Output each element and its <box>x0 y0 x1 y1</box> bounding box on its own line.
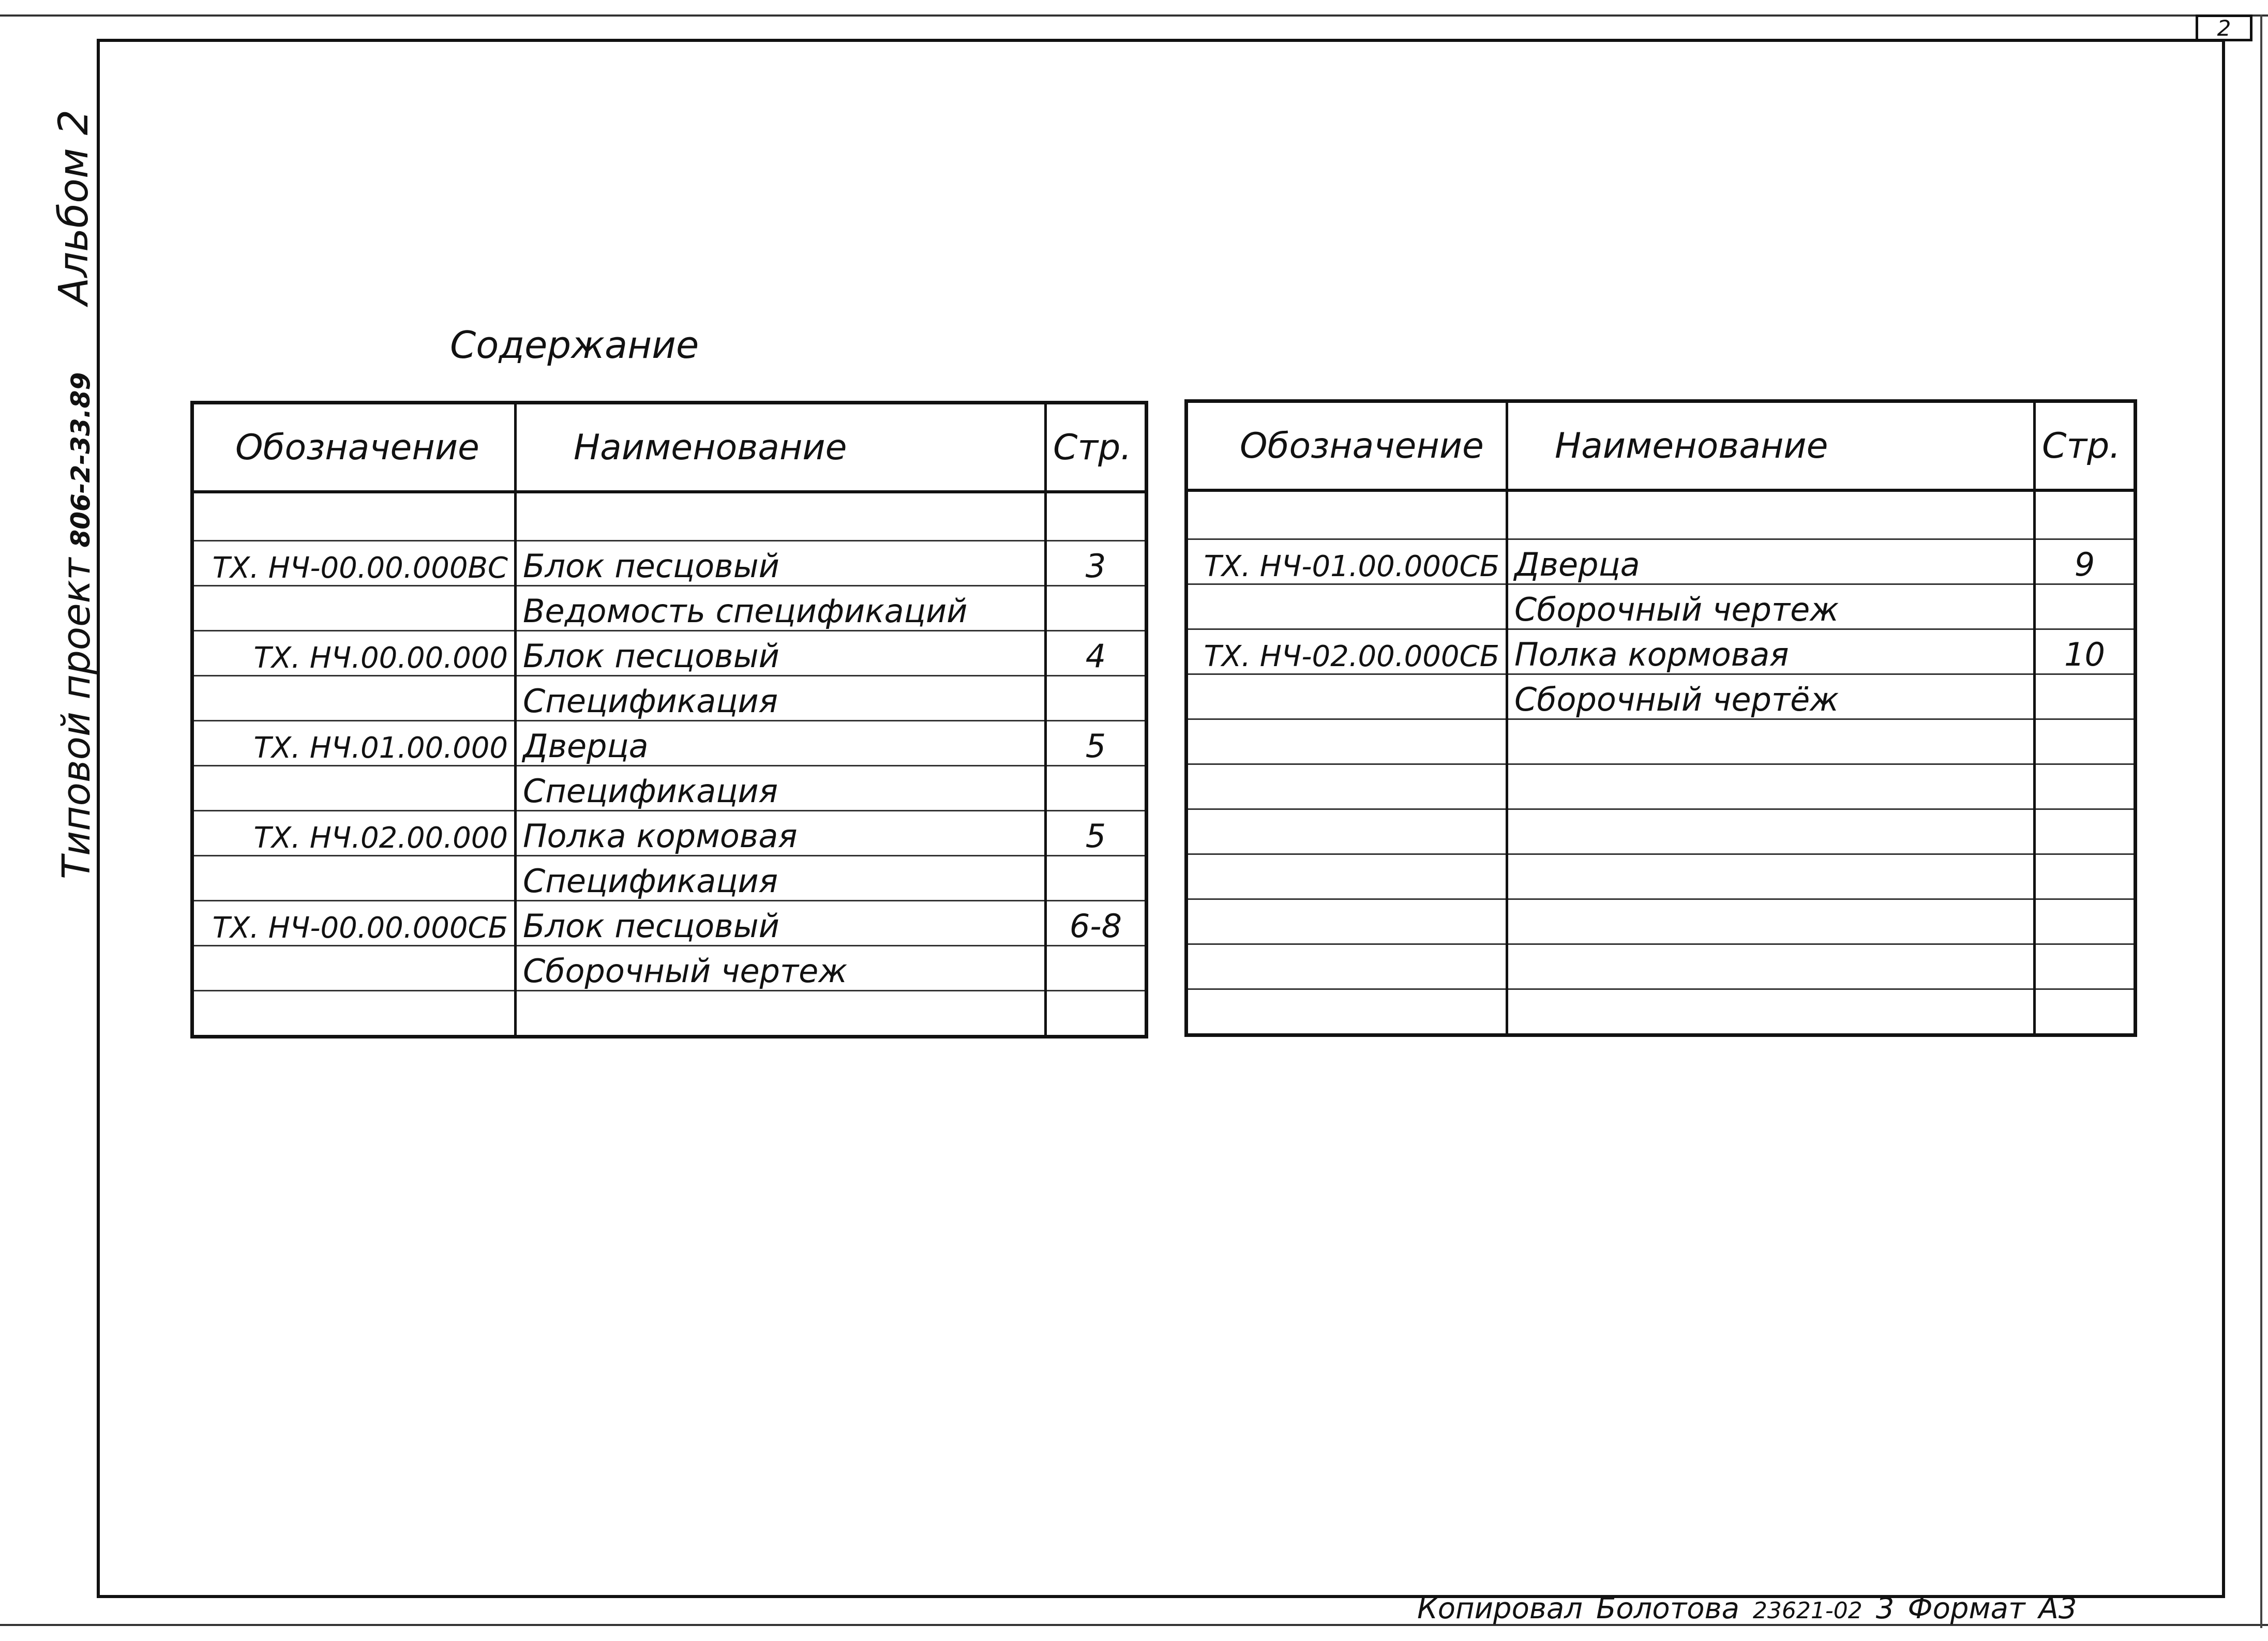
table-row <box>1186 764 2136 809</box>
table-row <box>1186 989 2136 1035</box>
name-cell <box>1507 764 2035 809</box>
page-cell: 10 <box>2035 629 2136 674</box>
footer-copied-by: Болотова <box>1596 1592 1739 1625</box>
project-number: 806-2-33.89 <box>66 372 96 548</box>
name-cell: Блок песцовый <box>516 901 1046 946</box>
table-row <box>1186 854 2136 899</box>
page-cell <box>2035 989 2136 1035</box>
designation-cell: ТХ. НЧ.01.00.000 <box>192 721 516 766</box>
name-cell: Дверца <box>1507 539 2035 584</box>
table-row <box>1186 539 2136 584</box>
name-cell <box>516 991 1046 1037</box>
designation-cell <box>192 766 516 811</box>
name-cell: Спецификация <box>516 676 1046 721</box>
table-row <box>192 946 1147 991</box>
table-row <box>1186 944 2136 989</box>
page-cell: 9 <box>2035 539 2136 584</box>
right-edge <box>2260 14 2262 1628</box>
table-row <box>1186 719 2136 764</box>
contents-table-right <box>1184 399 2137 1037</box>
page-cell <box>1046 856 1147 901</box>
table-row <box>1186 490 2136 539</box>
table-row <box>192 766 1147 811</box>
sheet-number: 2 <box>2217 16 2231 41</box>
table-row <box>1186 674 2136 719</box>
header-page: Стр. <box>1046 403 1147 492</box>
designation-cell <box>192 991 516 1037</box>
page-cell <box>2035 899 2136 944</box>
table-header-row <box>192 403 1147 492</box>
page-cell <box>1046 586 1147 631</box>
table-row <box>192 541 1147 586</box>
table-body-left <box>192 492 1147 1037</box>
page-cell: 5 <box>1046 721 1147 766</box>
name-cell <box>1507 809 2035 854</box>
designation-cell <box>1186 899 1507 944</box>
page-cell: 4 <box>1046 631 1147 676</box>
name-cell: Сборочный чертеж <box>516 946 1046 991</box>
page-cell <box>1046 492 1147 541</box>
designation-cell <box>192 586 516 631</box>
name-cell: Блок песцовый <box>516 541 1046 586</box>
project-label: Типовой проект <box>54 558 99 879</box>
name-cell: Полка кормовая <box>516 811 1046 856</box>
table-row <box>192 856 1147 901</box>
table-row <box>192 991 1147 1037</box>
table-row <box>192 721 1147 766</box>
footer-order: 23621-02 <box>1752 1598 1863 1624</box>
designation-cell: ТХ. НЧ.00.00.000 <box>192 631 516 676</box>
header-name: Наименование <box>1507 401 2035 491</box>
designation-cell <box>1186 490 1507 539</box>
designation-cell <box>192 676 516 721</box>
table-header-row <box>1186 401 2136 491</box>
name-cell <box>1507 490 2035 539</box>
name-cell <box>1507 719 2035 764</box>
designation-cell <box>1186 674 1507 719</box>
page-cell <box>2035 809 2136 854</box>
page-cell <box>2035 764 2136 809</box>
page-cell: 3 <box>1046 541 1147 586</box>
designation-cell: ТХ. НЧ-01.00.000СБ <box>1186 539 1507 584</box>
name-cell: Блок песцовый <box>516 631 1046 676</box>
footer-sheet: 3 <box>1875 1592 1895 1625</box>
designation-cell <box>192 492 516 541</box>
designation-cell: ТХ. НЧ-00.00.000СБ <box>192 901 516 946</box>
page-cell <box>2035 719 2136 764</box>
name-cell: Дверца <box>516 721 1046 766</box>
top-rule <box>0 14 2268 17</box>
name-cell: Сборочный чертеж <box>1507 584 2035 629</box>
designation-cell <box>1186 764 1507 809</box>
page-cell: 6-8 <box>1046 901 1147 946</box>
footer-format-label: Формат <box>1907 1592 2025 1625</box>
name-cell <box>1507 899 2035 944</box>
designation-cell <box>1186 719 1507 764</box>
designation-cell <box>1186 809 1507 854</box>
header-page: Стр. <box>2035 401 2136 491</box>
name-cell <box>1507 854 2035 899</box>
designation-cell: ТХ. НЧ-02.00.000СБ <box>1186 629 1507 674</box>
table-row <box>192 676 1147 721</box>
name-cell: Сборочный чертёж <box>1507 674 2035 719</box>
page-title: Содержание <box>450 323 699 367</box>
name-cell: Спецификация <box>516 766 1046 811</box>
table-row <box>192 586 1147 631</box>
sheet-number-box <box>2196 14 2252 41</box>
table-row <box>192 901 1147 946</box>
header-designation: Обозначение <box>1186 401 1507 491</box>
footer-stamp <box>1417 1592 2091 1625</box>
side-album-label: Альбом 2 <box>51 109 97 305</box>
designation-cell <box>1186 584 1507 629</box>
name-cell <box>516 492 1046 541</box>
name-cell <box>1507 989 2035 1035</box>
page-cell <box>1046 991 1147 1037</box>
page-cell <box>2035 854 2136 899</box>
footer-copied-label: Копировал <box>1417 1592 1583 1625</box>
designation-cell: ТХ. НЧ.02.00.000 <box>192 811 516 856</box>
table-row <box>1186 899 2136 944</box>
designation-cell <box>192 946 516 991</box>
designation-cell: ТХ. НЧ-00.00.000ВС <box>192 541 516 586</box>
table-row <box>192 811 1147 856</box>
contents-table-left <box>190 401 1148 1038</box>
side-project-label <box>54 372 99 879</box>
page-cell <box>2035 490 2136 539</box>
page-cell <box>2035 674 2136 719</box>
page-cell <box>1046 946 1147 991</box>
page-cell <box>1046 676 1147 721</box>
table-row <box>192 631 1147 676</box>
table-body-right <box>1186 490 2136 1035</box>
header-name: Наименование <box>516 403 1046 492</box>
designation-cell <box>1186 854 1507 899</box>
table-row <box>192 492 1147 541</box>
designation-cell <box>192 856 516 901</box>
name-cell <box>1507 944 2035 989</box>
designation-cell <box>1186 989 1507 1035</box>
designation-cell <box>1186 944 1507 989</box>
name-cell: Полка кормовая <box>1507 629 2035 674</box>
page-cell <box>2035 944 2136 989</box>
footer-format: А3 <box>2038 1592 2077 1625</box>
name-cell: Ведомость спецификаций <box>516 586 1046 631</box>
table-row <box>1186 809 2136 854</box>
page-cell <box>2035 584 2136 629</box>
table-row <box>1186 629 2136 674</box>
page-cell: 5 <box>1046 811 1147 856</box>
table-row <box>1186 584 2136 629</box>
page-cell <box>1046 766 1147 811</box>
name-cell: Спецификация <box>516 856 1046 901</box>
header-designation: Обозначение <box>192 403 516 492</box>
